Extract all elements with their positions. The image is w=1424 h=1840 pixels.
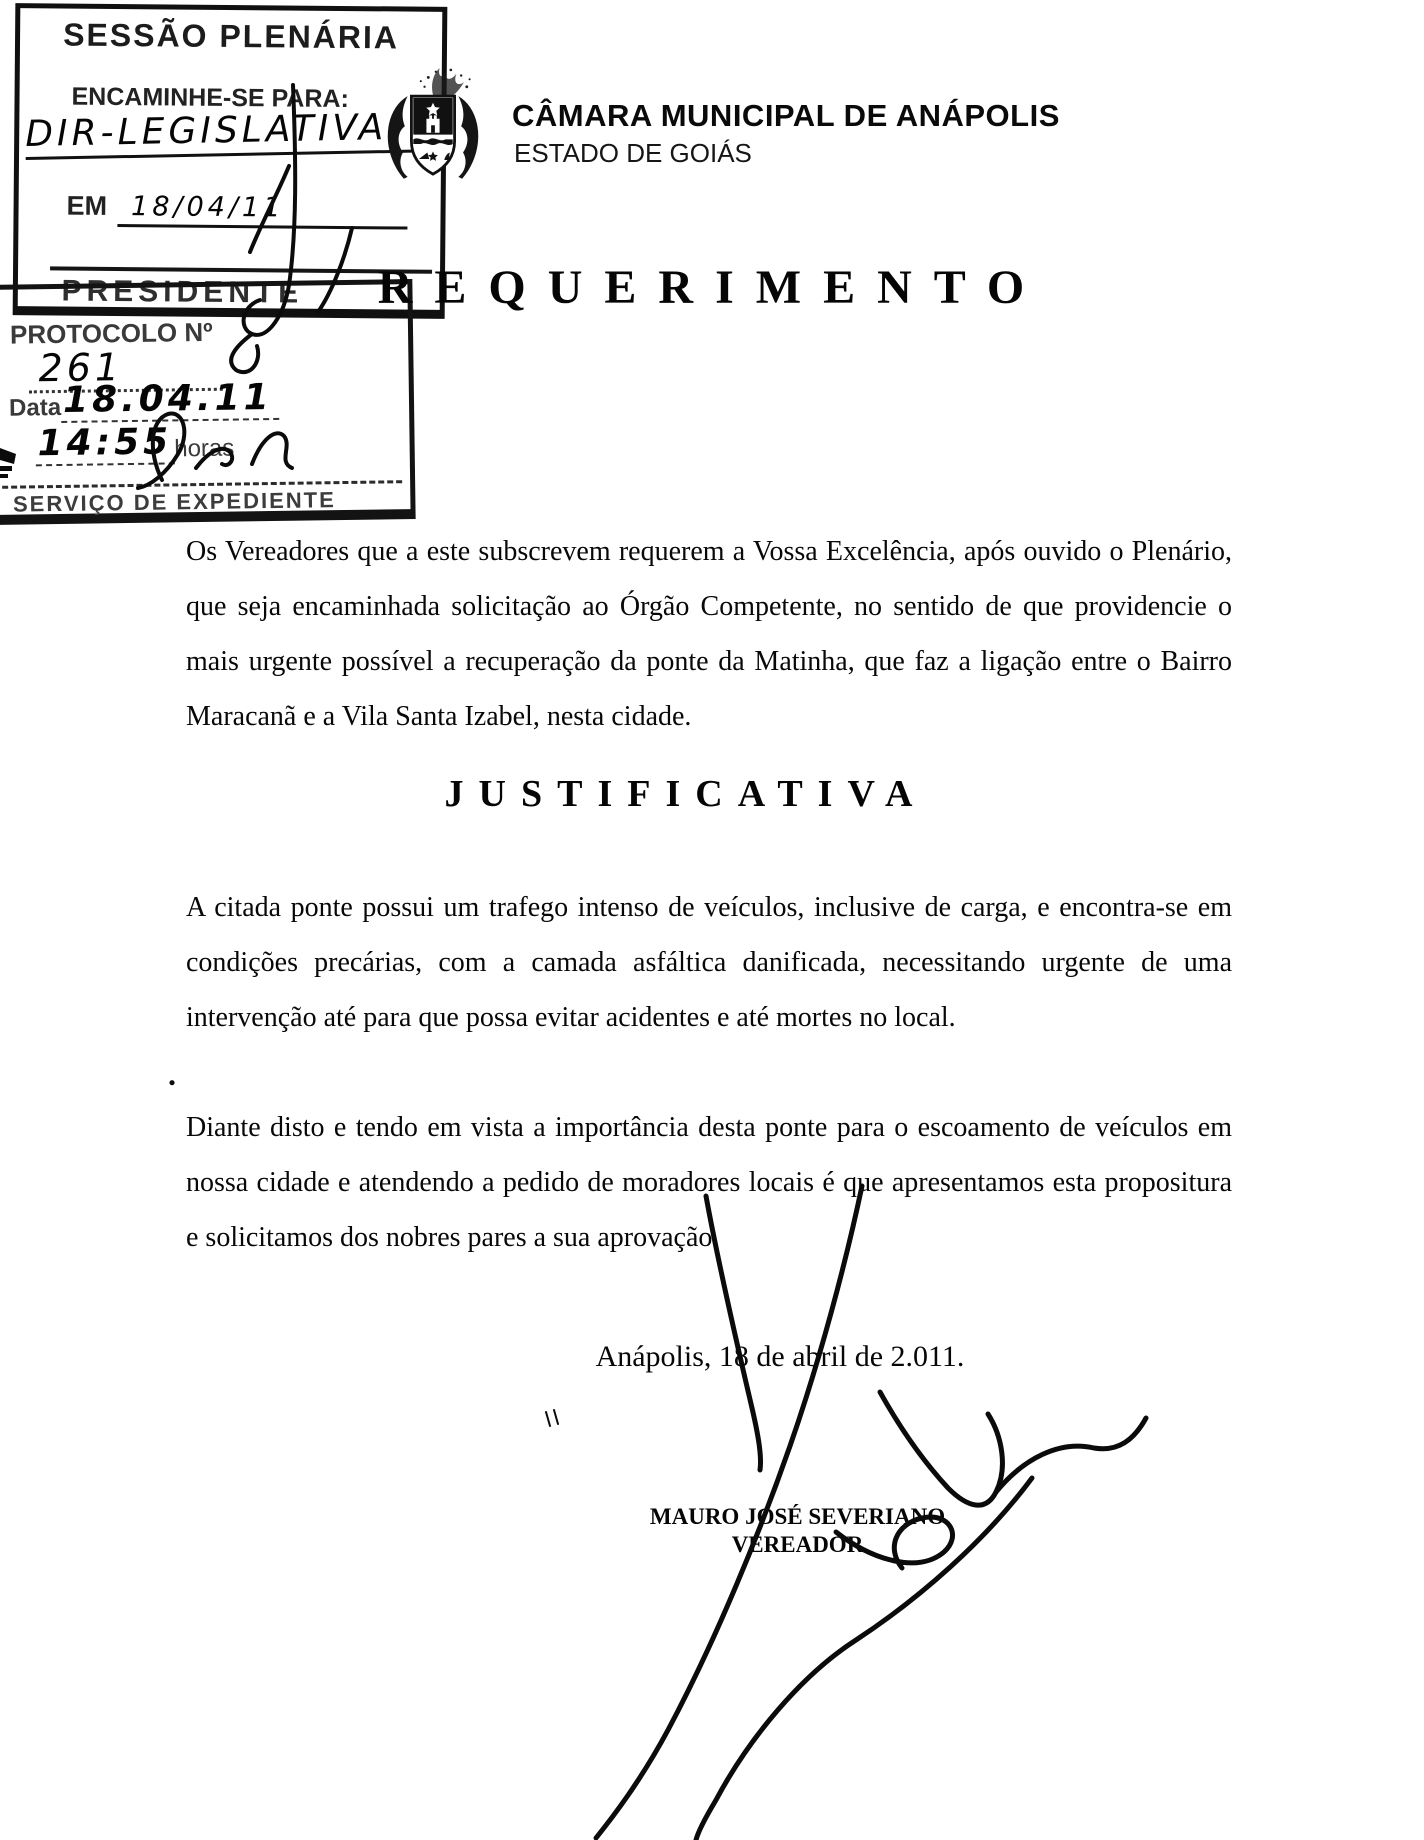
tick-marks bbox=[546, 1410, 558, 1426]
protocolo-date-handwritten: 18.04.11 bbox=[61, 377, 279, 423]
justification-paragraph-1: A citada ponte possui um trafego intenso de veículos, inclusive de carga, e encontra-se em condições precárias, com a camada asfáltica danificada, necessitando urgente de uma intervenção até para que possa evitar acidentes e até mortes no local. bbox=[186, 892, 1232, 1033]
presidente-label: PRESIDENTE bbox=[61, 274, 304, 310]
protocolo-date-row bbox=[9, 378, 410, 470]
route-handwritten-value: DIR-LEGISLATIVA bbox=[25, 106, 442, 160]
protocolo-stamp bbox=[0, 279, 416, 525]
protocolo-date-label: Data bbox=[8, 393, 62, 422]
coat-of-arms-icon bbox=[372, 66, 494, 198]
protocolo-time-handwritten: 14:55 bbox=[35, 421, 174, 466]
horas-label: horas bbox=[174, 434, 235, 463]
servico-expediente-label: SERVIÇO DE EXPEDIENTE bbox=[12, 487, 336, 517]
organization-name: CÂMARA MUNICIPAL DE ANÁPOLIS bbox=[512, 98, 1060, 133]
dateline: Anápolis, 18 de abril de 2.011. bbox=[595, 1340, 965, 1373]
protocolo-number-handwritten: 261 bbox=[28, 344, 223, 394]
route-label: ENCAMINHE-SE PARA: bbox=[71, 82, 349, 114]
protocolo-label: PROTOCOLO Nº bbox=[9, 316, 213, 350]
request-paragraph: Os Vereadores que a este subscrevem requerem a Vossa Excelência, após ouvido o Plenário, que seja encaminhada solicitação ao Órgão Competente, no sentido de que providencie o mais urgente possível a recuperação da ponte da Matinha, que faz a ligação entre o Bairro Maracanã e a Vila Santa Izabel, nesta cidade. bbox=[186, 536, 1232, 732]
session-date-handwritten: 18/04/11 bbox=[117, 191, 407, 230]
signer-name: MAURO JOSÉ SEVERIANO bbox=[649, 1504, 946, 1529]
signer-title: VEREADOR bbox=[731, 1532, 864, 1557]
session-date-row bbox=[66, 191, 407, 230]
signature-block bbox=[560, 1503, 1035, 1559]
session-stamp-title: SESSÃO PLENÁRIA bbox=[63, 16, 400, 56]
document-title: REQUERIMENTO bbox=[377, 261, 1047, 314]
session-date-label: EM bbox=[66, 190, 108, 221]
organization-subtitle: ESTADO DE GOIÁS bbox=[514, 138, 752, 168]
stray-ink-dot: . bbox=[168, 1056, 176, 1092]
justification-paragraph-2: Diante disto e tendo em vista a importância desta ponte para o escoamento de veículos em nossa cidade e atendendo a pedido de moradores locais é que apresentamos esta propositura e solicitamos dos nobres pares a sua aprovação. bbox=[186, 1112, 1232, 1253]
justificativa-heading: JUSTIFICATIVA bbox=[444, 773, 928, 815]
